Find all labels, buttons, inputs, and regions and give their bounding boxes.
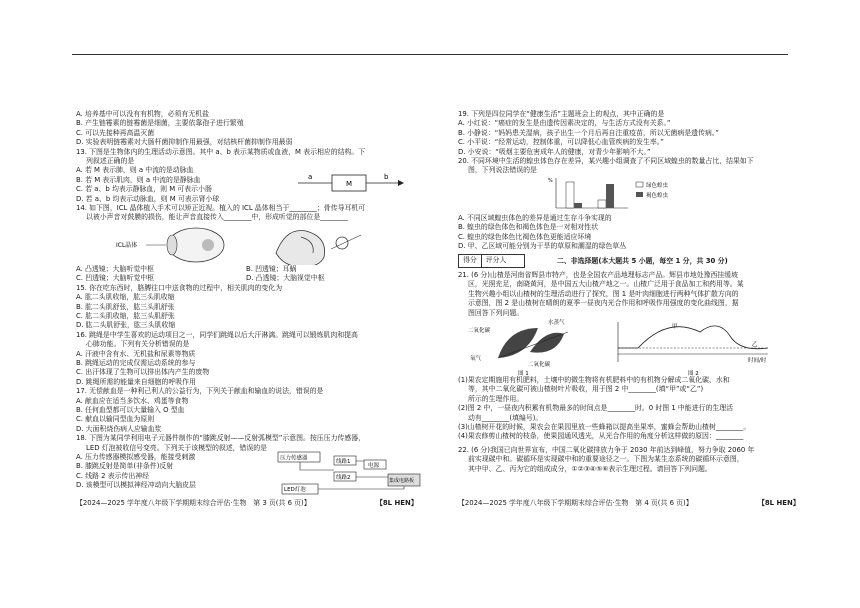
option: D. 小安说：“吸烟主要危害成年人的健康，对青少年影响不大。” (458, 147, 651, 156)
score-box (458, 254, 525, 267)
led-label: LED灯泡 (284, 487, 306, 494)
bar (566, 182, 574, 208)
q12-options (76, 110, 424, 148)
bar (606, 184, 614, 208)
question-stem: 其中甲、乙、丙为它的组成成分，①②③④⑤⑥表示生理过程。请回答下列问题。 (468, 464, 712, 473)
option: C. 出汗体现了生物可以排出体内产生的废物 (76, 368, 210, 377)
fig1-caption: 图 1 (518, 370, 529, 376)
option: C. 肱二头肌收缩，肱三头肌舒张 (76, 311, 175, 320)
text-line: D. 实验表明链霉素对大肠杆菌抑制作用最强，对结核杆菌抑制作用最弱 (76, 138, 293, 147)
bar (574, 203, 582, 208)
question-13 (76, 148, 424, 204)
option: D. 肱二头肌舒张，肱三头肌收缩 (76, 321, 176, 330)
option: B. 蝗虫的绿色体色和褐色体色是一对相对性状 (458, 223, 599, 232)
text-line: B. 产生链霉素的链霉菌是细菌，主要依靠孢子进行繁殖 (76, 119, 244, 128)
question-stem: 19. 下列是四位同学在“健康生活”主题班会上的观点，其中正确的是 (458, 110, 665, 118)
reflex-arc-model (276, 450, 422, 500)
option: B. 小静说：“妈妈患关湿病，孩子出生一个月后再自注重疫苗，所以无菌病是遗传病。” (458, 128, 719, 137)
sub-question: (3)山楂树开花的时候，果农会在果园里放一些蜂箱以提高坐果率，蜜蜂会帮助山楂树________。 (458, 422, 751, 431)
question-stem: 14. 如下图，ICL 晶体植入手术可以矫正近视。植入的 ICL 晶体相当于________；骨传导耳机可 (76, 204, 366, 213)
eye-ear-figure (116, 223, 416, 265)
footer-text: 【2024—2025 学年度八年级下学期期末综合评估·生物 第 3 页(共 6 页)】 (76, 499, 311, 507)
footer-code: 【8L HEN】 (376, 499, 418, 507)
label-b: b (384, 172, 389, 181)
option: A. 汗液中含有水、无机盐和尿素等物质 (76, 349, 196, 358)
footer-code: 【8L HEN】 (758, 499, 800, 507)
option: A. 凸透镜；大脑听觉中枢 (76, 264, 154, 273)
option: B. 任何血型都可以大量输入 O 型血 (76, 405, 185, 414)
question-stem: 列叙述正确的是 (86, 157, 135, 166)
option: B. 凹透镜；耳蜗 (246, 264, 297, 273)
fig2-curve1: 甲 (672, 323, 678, 330)
fig2-curve2: 乙 (752, 341, 758, 348)
option: D. 甲、乙区域可能分别为干旱的草原和潮湿的绿色草丛 (458, 242, 627, 251)
option: D. 凸透镜；大脑视觉中枢 (246, 274, 325, 283)
option: C. 献血以输同型血为原则 (76, 415, 155, 424)
score-label: 得分 (459, 255, 482, 266)
question-stem: 13. 下图是生物体内的生理活动示意图。其中 a、b 表示某物质或血液，M 表示相应的结构。下 (76, 147, 366, 156)
fig1-water: 水蒸气 (548, 319, 565, 326)
question-stem: 前实现碳中和。碳循环是实现碳中和的重要途径之一。下图为某生态系统的碳循环示意图， (468, 455, 744, 464)
left-page (76, 110, 424, 510)
option: C. 凹透镜；大脑听觉中枢 (76, 274, 155, 283)
question-stem: 21. (6 分)山楂是河南省辉县市特产，也是全国农产品地理标志产品。辉县市地处豫西挂缓坡 (458, 270, 739, 279)
power-label: 电源 (368, 463, 380, 470)
icl-label: ICL晶体 (116, 241, 138, 249)
question-stem: LED 灯泡被收信号变亮。下列关于该模型的叙述，错误的是 (86, 443, 268, 452)
label-m: M (346, 179, 353, 188)
option: A. 若 M 表示肺，则 a 中流的是动脉血 (76, 166, 194, 175)
question-18 (76, 434, 424, 494)
question-22 (458, 446, 806, 474)
sub-question: (4)果农修剪山楂树的枝条，使果园通风透光，从光合作用的角度分析这样做的原因：________ (458, 432, 744, 441)
option: C. 蝗虫的绿色体色比褐色体色更能适应环境 (458, 232, 592, 241)
blood-flow-diagram (294, 170, 406, 196)
left-footer (76, 497, 424, 507)
option: B. 若 M 表示肌肉，则 a 中流的是静脉血 (76, 175, 201, 184)
line2-label: 线路2 (336, 475, 351, 482)
question-stem: 心肺功能。下列有关分析错误的是 (86, 340, 190, 349)
option: A. 献血应在适当多饮水、鸡蛋等食物 (76, 396, 189, 405)
option: A. 不同区域蝗虫体色的差异是通过生存斗争实现的 (458, 213, 612, 222)
option: C. 小平说：“经常运动，控制体重，可以降低心血管疾病的发生率。” (458, 138, 664, 147)
question-17 (76, 387, 424, 434)
question-stem: 示意图，图 2 是山楂树在晴朗的夏季一昼夜内光合作用和呼吸作用强度的变化曲线图，据 (468, 299, 739, 308)
question-20 (458, 157, 806, 251)
option: B. 膝跳反射是简单(非条件)反射 (76, 462, 174, 471)
question-stem: 区，光照充足，南晓黄河，是中国五大山楂产地之一。山楂广泛用于食品加工和药用等。某 (468, 280, 744, 289)
option: D. 大面积烧伤病人应输血浆 (76, 424, 162, 433)
option: A. 肱二头肌收缩，肱三头肌收缩 (76, 293, 175, 302)
option-row (76, 265, 424, 274)
option: D. 跳绳所需的能量来自细胞的呼吸作用 (76, 377, 196, 386)
sub-question: (1)果农定期施用有机肥料，土壤中的微生物将有机肥料中的有机物分解成二氧化碳、水和 (458, 375, 730, 384)
question-stem: 图回答下列问题。 (468, 308, 524, 317)
legend-brown: 褐色蝗虫 (646, 192, 669, 199)
option: C. 线路 2 表示传出神经 (76, 471, 150, 480)
text-line: A. 培养基中可以没有有机物，必须有无机盐 (76, 110, 210, 118)
question-14 (76, 204, 424, 284)
section-title: 二、非选择题(本大题共 5 小题，每空 1 分，共 30 分) (556, 257, 728, 266)
option: A. 压力传感器模拟感受器，能接受刺激 (76, 453, 196, 461)
label-a: a (308, 172, 313, 181)
right-footer (458, 497, 806, 507)
fig1-co2-lower: 二氧化碳 (528, 361, 551, 368)
option: B. 肱二头肌舒张，肱三头肌舒张 (76, 302, 175, 311)
option-row (76, 274, 424, 283)
sub-question: (2)图 2 中，一昼夜内积累有机物最多的时间点是________时。0 时图 1 中能进行的生理活 (458, 404, 734, 413)
question-16 (76, 331, 424, 387)
top-rule (72, 54, 788, 55)
fig2-caption: 图 2 (688, 370, 699, 376)
locust-bar-chart (548, 176, 848, 214)
option: D. 若 a、b 均表示动脉血，则 M 可表示肾小球 (76, 194, 220, 203)
sensor-label: 压力传感器 (280, 455, 308, 462)
question-stem: 以被小声音对鼓膜的损伤，能让声音直接传入________中，形成听觉的部位是________ (86, 213, 348, 222)
legend-green: 绿色蝗虫 (646, 182, 669, 189)
fig1-co2: 二氧化碳 (468, 327, 491, 334)
section-header (458, 254, 806, 267)
chip-label: 集成电路板 (389, 478, 415, 485)
question-stem: 20. 不同环境中生活的蝗虫体色存在差异，某兴趣小组调查了不同区域蝗虫的数量占比，结果如下 (458, 157, 754, 166)
question-stem: 生物兴趣小组以山楂树的生理活动进行了探究，图 1 是叶肉细胞进行两种气体扩散方向的 (468, 289, 739, 298)
bar (598, 200, 606, 208)
sub-question: 动有________(填编号)。 (468, 413, 543, 422)
question-15 (76, 284, 424, 331)
question-stem: 16. 跳绳是中学生喜欢的运动项目之一，同学们跳绳以后大汗淋漓。跳绳可以锻炼肌肉和提高 (76, 330, 358, 339)
option: A. 小红说：“癌症的发生是由遗传因素决定的，与生活方式没有关系。” (458, 119, 671, 128)
footer-text: 【2024—2025 学年度八年级下学期期末综合评估·生物 第 4 页(共 6 页)】 (458, 499, 693, 507)
line1-label: 线路1 (336, 459, 351, 466)
sub-question: 所示的生理作用。 (468, 394, 524, 403)
text-line: C. 可以先接种再高温灭菌 (76, 128, 155, 137)
question-stem: 图，下列说法错误的是 (468, 166, 537, 175)
question-stem: 22. (6 分)我国已向世界宣布，中国二氧化碳排放力争于 2030 年前达到峰值，努力争取 2060 年 (458, 445, 755, 454)
grader-label: 评分人 (485, 256, 507, 265)
option: D. 该模型可以模拟神经冲动向大脑皮层 (76, 481, 196, 490)
chart-ylabel: % (548, 177, 553, 184)
option: C. 若 a、b 均表示静脉血，则 M 可表示小肠 (76, 185, 212, 194)
fig2-xlabel: 时间/时 (748, 357, 767, 364)
right-page (458, 110, 806, 510)
sub-question: 等，其中二氧化碳可被山楂树叶片吸收，用于图 2 中________(填“甲”或“乙”) (468, 385, 704, 394)
question-19 (458, 110, 806, 157)
question-stem: 15. 你在吃东西时，胳膊往口中送食物的过程中，相关肌肉的变化为 (76, 283, 283, 292)
question-stem: 17. 无偿献血是一种利己利人的公益行为，下列关于献血和输血的说法，错误的是 (76, 387, 324, 396)
option: B. 跳绳运动的完成仅需运动系统的参与 (76, 358, 196, 367)
fig1-o2: 氧气 (470, 355, 482, 362)
question-21 (458, 271, 806, 442)
question-stem: 18. 下图为某同学利用电子元器件制作的“膝跳反射——反射弧模型”示意图。按压压力传感器， (76, 434, 366, 443)
photosynthesis-figures (468, 318, 808, 376)
